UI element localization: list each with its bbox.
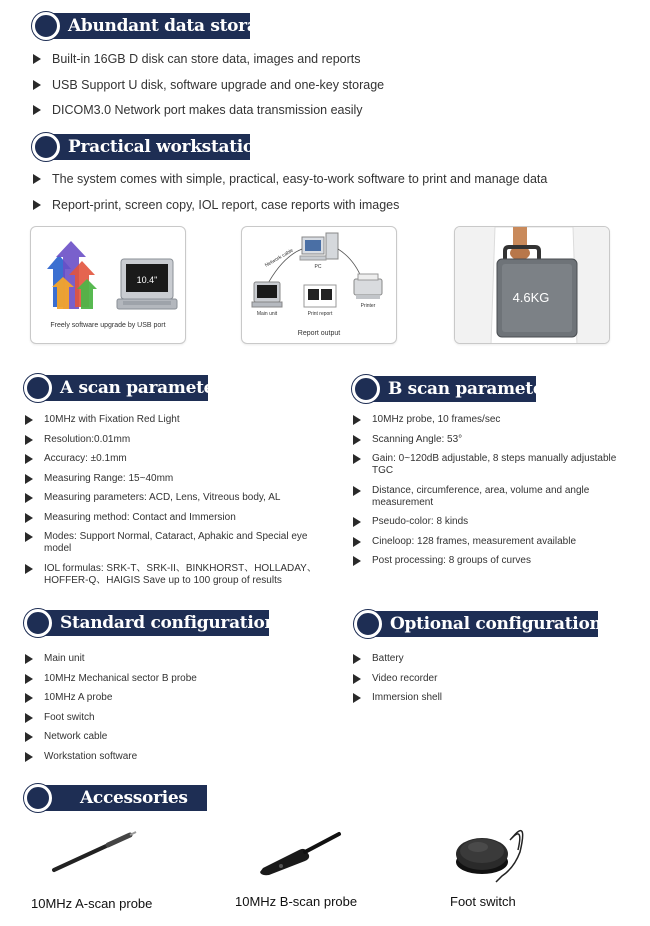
b-scan-probe-image xyxy=(255,828,345,876)
printer-label: Printer xyxy=(360,303,376,309)
foot-switch-image xyxy=(452,818,542,888)
list-item: Modes: Support Normal, Cataract, Aphakic and Special eye model xyxy=(24,531,324,555)
list-item: Battery xyxy=(352,653,632,665)
accessory-label: Foot switch xyxy=(450,894,516,909)
section-header-optional xyxy=(354,610,602,638)
list-item: Accuracy: ±0.1mm xyxy=(24,453,324,465)
section-title: Practical workstation xyxy=(68,137,267,157)
pc-label: PC xyxy=(314,264,322,270)
list-item: IOL formulas: SRK-T、SRK-II、BINKHORST、HOLLADAY、HOFFER-Q、HAIGIS Save up to 100 group of results xyxy=(24,563,324,587)
list-item: Scanning Angle: 53° xyxy=(352,434,637,446)
accessory-label: 10MHz B-scan probe xyxy=(235,894,358,909)
image-caption: Report output xyxy=(297,330,341,337)
usb-upgrade-image xyxy=(30,226,186,344)
accessory-label: 10MHz A-scan probe xyxy=(31,896,153,911)
a-scan-list xyxy=(24,414,324,594)
list-item: The system comes with simple, practical, easy-to-work software to print and manage data xyxy=(32,171,642,187)
list-item: Foot switch xyxy=(24,712,324,724)
list-item: Pseudo-color: 8 kinds xyxy=(352,516,637,528)
section-title: Abundant data storage xyxy=(68,16,280,36)
section-header-a-scan xyxy=(24,374,223,402)
list-item: Post processing: 8 groups of curves xyxy=(352,555,637,567)
print-report-label: Print report xyxy=(307,311,333,317)
list-item: Built-in 16GB D disk can store data, images and reports xyxy=(32,51,632,67)
list-item: Measuring parameters: ACD, Lens, Vitreous body, AL xyxy=(24,492,324,504)
main-unit-label: Main unit xyxy=(256,311,278,317)
list-item: Report-print, screen copy, IOL report, case reports with images xyxy=(32,197,642,213)
optional-list xyxy=(352,653,632,712)
usb-upgrade-illustration xyxy=(31,227,186,322)
image-caption: Freely software upgrade by USB port xyxy=(50,322,166,329)
section-header-standard xyxy=(24,609,277,637)
b-scan-list xyxy=(352,414,637,575)
list-item: DICOM3.0 Network port makes data transmission easily xyxy=(32,102,632,118)
list-item: Immersion shell xyxy=(352,692,632,704)
list-item: 10MHz A probe xyxy=(24,692,324,704)
section-title: A scan parameter xyxy=(60,378,223,398)
network-cable-label: Network cable xyxy=(264,247,295,269)
list-item: Gain: 0~120dB adjustable, 8 steps manually adjustable TGC xyxy=(352,453,637,477)
list-item: Cineloop: 128 frames, measurement available xyxy=(352,536,637,548)
report-output-image xyxy=(241,226,397,344)
list-item: Distance, circumference, area, volume and angle measurement xyxy=(352,485,637,509)
list-item: Measuring Range: 15~40mm xyxy=(24,473,324,485)
list-item: USB Support U disk, software upgrade and one-key storage xyxy=(32,77,632,93)
section-title: Accessories xyxy=(80,788,188,808)
storage-list xyxy=(32,51,632,128)
section-header-accessories xyxy=(24,784,207,812)
list-item: 10MHz Mechanical sector B probe xyxy=(24,673,324,685)
section-header-b-scan xyxy=(352,375,553,403)
network-diagram xyxy=(242,227,397,325)
workstation-list xyxy=(32,171,642,222)
list-item: 10MHz probe, 10 frames/sec xyxy=(352,414,637,426)
weight-label: 4.6KG xyxy=(512,290,550,305)
list-item: Video recorder xyxy=(352,673,632,685)
portable-unit-image xyxy=(454,226,610,344)
screen-size-label: 10.4" xyxy=(136,275,158,285)
list-item: Workstation software xyxy=(24,751,324,763)
list-item: Measuring method: Contact and Immersion xyxy=(24,512,324,524)
section-title: B scan parameter xyxy=(388,379,553,399)
carried-device-illustration xyxy=(455,227,610,344)
section-header-storage xyxy=(32,12,280,40)
standard-list xyxy=(24,653,324,770)
list-item: Network cable xyxy=(24,731,324,743)
list-item: 10MHz with Fixation Red Light xyxy=(24,414,324,426)
list-item: Resolution:0.01mm xyxy=(24,434,324,446)
section-title: Standard configuration xyxy=(60,613,277,633)
list-item: Main unit xyxy=(24,653,324,665)
a-scan-probe-image xyxy=(48,830,138,876)
section-header-workstation xyxy=(32,133,267,161)
section-title: Optional configuration xyxy=(390,614,602,634)
